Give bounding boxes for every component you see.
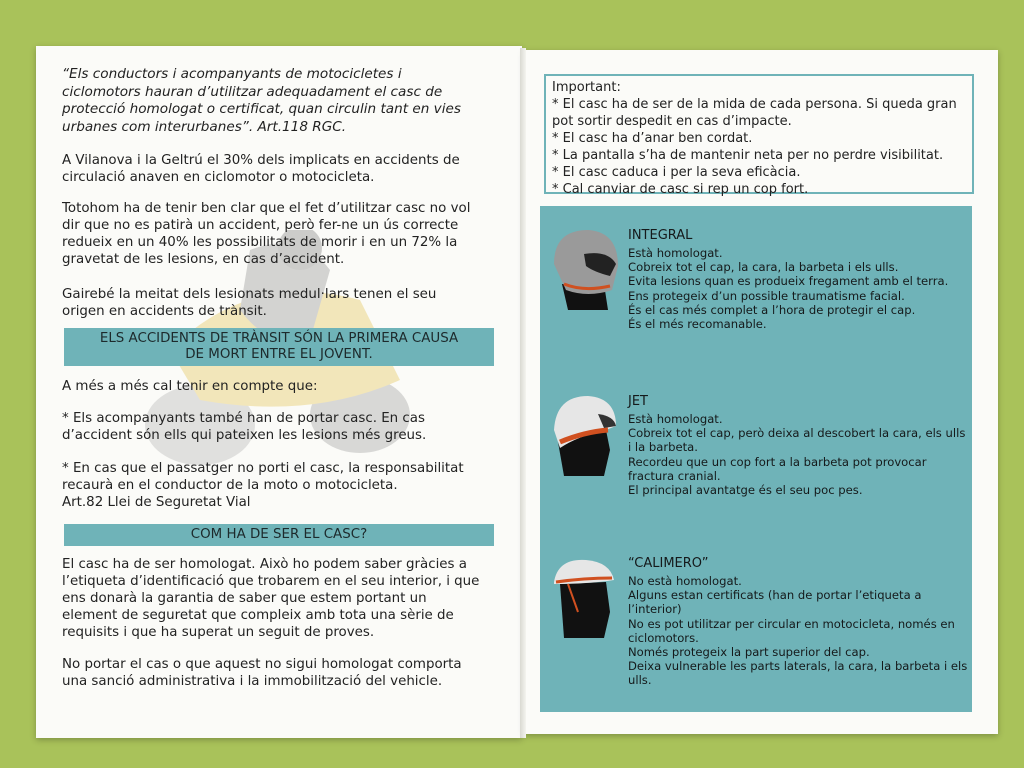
- sanction-paragraph: No portar el cas o que aquest no sigui homologat comporta una sanció administrativa i la immobilització del vehicle.: [62, 657, 462, 689]
- page-fold: [520, 48, 526, 738]
- important-title: Important:: [552, 80, 621, 95]
- helmet-detail: Cobreix tot el cap, la cara, la barbeta i els ulls.: [628, 260, 899, 275]
- helmet-detail: No es pot utilitzar per circular en motocicleta, només en ciclomotors.: [628, 616, 955, 645]
- banner-how-should-helmet-be: COM HA DE SER EL CASC?: [64, 524, 494, 546]
- helmet-detail: Està homologat.: [628, 412, 723, 426]
- passengers-paragraph: * Els acompanyants també han de portar casc. En cas d’accident són ells qui pateixen les lesions més greus.: [62, 411, 427, 443]
- important-item: * El casc ha de ser de la mida de cada persona. Si queda gran pot sortir despedit en cas d’impacte.: [552, 97, 957, 129]
- homologation-paragraph: El casc ha de ser homologat. Això ho podem saber gràcies a l’etiqueta d’identificació que trobarem en el seu interior, i que ens donarà la garantia de saber que estem portant un element de seguretat que compleix amb tota una sèrie de requisits i que ha superat un seguit de proves.: [62, 557, 480, 640]
- helmet-title: JET: [628, 394, 648, 409]
- also-consider-paragraph: A més a més cal tenir en compte que:: [62, 379, 318, 394]
- integral-description: [628, 228, 968, 331]
- helmet-detail: És el més recomanable.: [628, 317, 767, 332]
- helmet-detail: Està homologat.: [628, 246, 723, 260]
- helmet-title: INTEGRAL: [628, 228, 693, 243]
- law-quote: “Els conductors i acompanyants de motocicletes i ciclomotors hauran d’utilitzar adequadament el casc de protecció homologat o certificat, quan circulin tant en vies urbanes com interurbanes”. Art.118 RGC.: [62, 66, 461, 135]
- jet-helmet-icon: [548, 390, 620, 478]
- helmet-detail: Alguns estan certificats (han de portar l’etiqueta a l’interior): [628, 588, 922, 617]
- helmet-detail: No està homologat.: [628, 574, 742, 588]
- helmet-detail: Cobreix tot el cap, però deixa al descobert la cara, els ulls i la barbeta.: [628, 426, 966, 455]
- statistic-paragraph: A Vilanova i la Geltrú el 30% dels implicats en accidents de circulació anaven en ciclomotor o motocicleta.: [62, 153, 460, 185]
- banner-leading-cause: [64, 328, 494, 366]
- helmet-detail: El principal avantatge és el seu poc pes.: [628, 483, 863, 498]
- helmet-detail: Recordeu que un cop fort a la barbeta pot provocar fractura cranial.: [628, 454, 927, 483]
- important-item: * La pantalla s’ha de mantenir neta per no perdre visibilitat.: [552, 148, 944, 163]
- responsibility-text: * En cas que el passatger no porti el casc, la responsabilitat recaurà en el conductor de la moto o motocicleta.: [62, 461, 464, 493]
- helmet-detail: És el cas més complet a l’hora de protegir el cap.: [628, 302, 916, 317]
- helmet-title: “CALIMERO”: [628, 556, 709, 571]
- calimero-description: [628, 556, 968, 688]
- jet-description: [628, 394, 968, 497]
- helmet-usage-paragraph: Totohom ha de tenir ben clar que el fet d’utilitzar casc no vol dir que no es patirà un accident, però fer-ne un ús correcte redueix en un 40% les possibilitats de morir i en un 72% la gravetat de les lesions, en cas d’accident.: [62, 201, 471, 267]
- helmet-detail: Evita lesions quan es produeix fregament amb el terra.: [628, 274, 949, 289]
- banner-line-1: ELS ACCIDENTS DE TRÀNSIT SÓN LA PRIMERA CAUSA: [99, 331, 459, 346]
- helmet-detail: Deixa vulnerable les parts laterals, la cara, la barbeta i els ulls.: [628, 659, 968, 688]
- important-item: * El casc caduca i per la seva eficàcia.: [552, 165, 801, 180]
- important-box: [544, 74, 974, 197]
- spinal-injury-paragraph: Gairebé la meitat dels lesionats medul·lars tenen el seu origen en accidents de trànsit.: [62, 287, 437, 319]
- important-item: * Cal canviar de casc si rep un cop fort.: [552, 182, 809, 197]
- integral-helmet-icon: [548, 224, 620, 312]
- helmet-detail: Ens protegeix d’un possible traumatisme facial.: [628, 288, 905, 303]
- important-item: * El casc ha d’anar ben cordat.: [552, 131, 753, 146]
- responsibility-paragraph: [62, 460, 482, 511]
- helmet-detail: Només protegeix la part superior del cap.: [628, 645, 870, 660]
- law-reference: Art.82 Llei de Seguretat Vial: [62, 495, 251, 510]
- calimero-helmet-icon: [548, 552, 620, 640]
- banner-line-2: DE MORT ENTRE EL JOVENT.: [185, 347, 373, 362]
